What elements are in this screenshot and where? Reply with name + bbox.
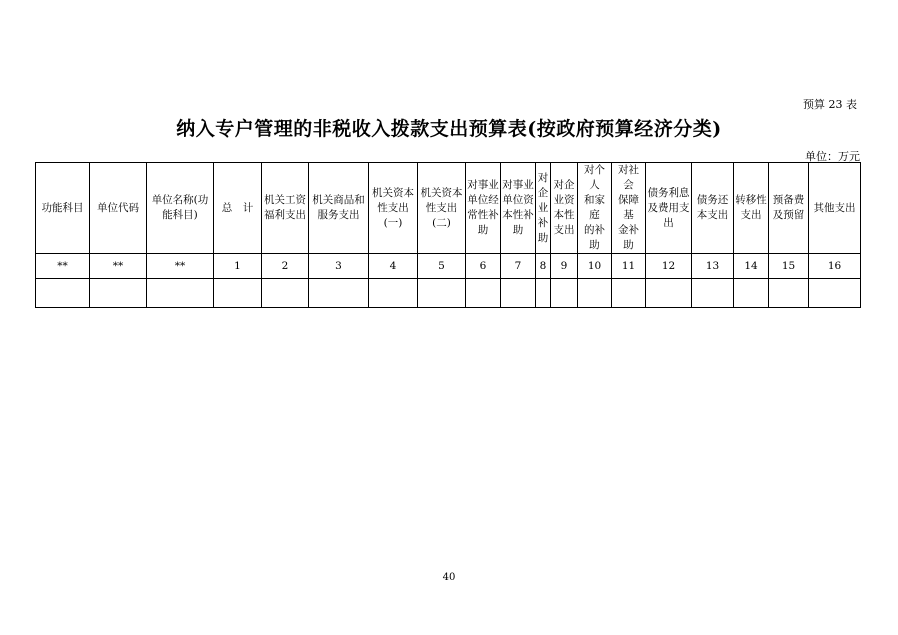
- column-number-9: 6: [466, 254, 501, 279]
- column-number-4: 1: [214, 254, 262, 279]
- column-header-1: 功能科目: [36, 163, 90, 254]
- column-number-3: **: [147, 254, 214, 279]
- table-cell-10: [501, 279, 536, 308]
- table-cell-3: [147, 279, 214, 308]
- page-title: 纳入专户管理的非税收入拨款支出预算表(按政府预算经济分类): [176, 118, 722, 140]
- column-number-11: 8: [536, 254, 551, 279]
- column-number-1: **: [36, 254, 90, 279]
- page-number: 40: [442, 572, 456, 583]
- table-cell-14: [612, 279, 646, 308]
- column-number-10: 7: [501, 254, 536, 279]
- column-number-2: **: [90, 254, 147, 279]
- table-cell-8: [418, 279, 466, 308]
- column-number-18: 15: [769, 254, 809, 279]
- table-row: [36, 279, 861, 308]
- table-cell-11: [536, 279, 551, 308]
- column-number-16: 13: [692, 254, 734, 279]
- table-cell-1: [36, 279, 90, 308]
- table-cell-7: [369, 279, 418, 308]
- table-cell-4: [214, 279, 262, 308]
- column-header-13: 对个人 和家庭 的补助: [578, 163, 612, 254]
- column-header-15: 债务利息 及费用支 出: [646, 163, 692, 254]
- table-cell-9: [466, 279, 501, 308]
- column-header-17: 转移性 支出: [734, 163, 769, 254]
- table-cell-16: [692, 279, 734, 308]
- header-row: [36, 163, 861, 254]
- column-number-14: 11: [612, 254, 646, 279]
- column-number-13: 10: [578, 254, 612, 279]
- column-number-7: 4: [369, 254, 418, 279]
- column-header-9: 对事业 单位经 常性补 助: [466, 163, 501, 254]
- column-header-2: 单位代码: [90, 163, 147, 254]
- table-cell-17: [734, 279, 769, 308]
- column-number-6: 3: [309, 254, 369, 279]
- column-header-6: 机关商品和 服务支出: [309, 163, 369, 254]
- table-cell-12: [551, 279, 578, 308]
- column-number-row: [36, 254, 861, 279]
- column-header-7: 机关资本 性支出 (一): [369, 163, 418, 254]
- column-number-8: 5: [418, 254, 466, 279]
- budget-table: [35, 162, 861, 308]
- column-header-12: 对企 业资 本性 支出: [551, 163, 578, 254]
- table-cell-2: [90, 279, 147, 308]
- column-number-15: 12: [646, 254, 692, 279]
- column-header-4: 总 计: [214, 163, 262, 254]
- column-header-11: 对 企 业 补 助: [536, 163, 551, 254]
- table-cell-15: [646, 279, 692, 308]
- column-number-12: 9: [551, 254, 578, 279]
- column-header-14: 对社会 保障基 金补助: [612, 163, 646, 254]
- column-header-16: 债务还 本支出: [692, 163, 734, 254]
- column-number-5: 2: [262, 254, 309, 279]
- table-cell-18: [769, 279, 809, 308]
- table-cell-5: [262, 279, 309, 308]
- table-cell-13: [578, 279, 612, 308]
- table-cell-6: [309, 279, 369, 308]
- column-header-18: 预备费 及预留: [769, 163, 809, 254]
- column-header-10: 对事业 单位资 本性补 助: [501, 163, 536, 254]
- column-header-19: 其他支出: [809, 163, 861, 254]
- column-number-19: 16: [809, 254, 861, 279]
- table-cell-19: [809, 279, 861, 308]
- column-header-3: 单位名称(功 能科目): [147, 163, 214, 254]
- column-header-5: 机关工资 福利支出: [262, 163, 309, 254]
- column-header-8: 机关资本 性支出 (二): [418, 163, 466, 254]
- column-number-17: 14: [734, 254, 769, 279]
- unit-label: 单位：万元: [805, 150, 860, 163]
- form-number: 预算 23 表: [803, 98, 857, 111]
